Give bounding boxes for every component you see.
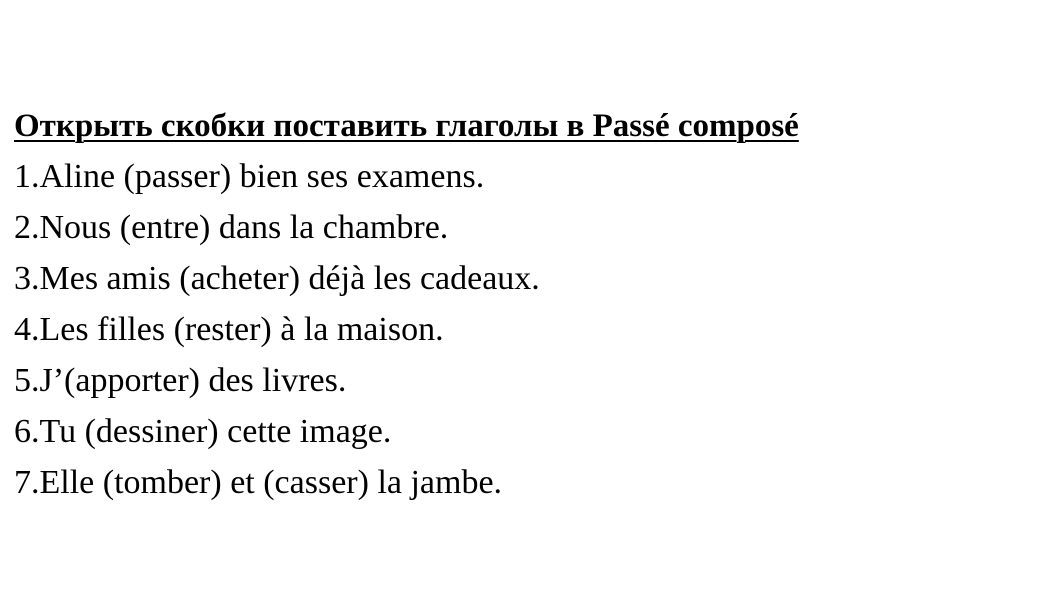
exercise-title: Открыть скобки поставить глаголы в Passé composé [14, 108, 799, 144]
exercise-item-7: 7.Elle (tomber) et (casser) la jambe. [14, 464, 503, 501]
exercise-item-3: 3.Mes amis (acheter) déjà les cadeaux. [14, 260, 540, 297]
exercise-item-5: 5.J’(apporter) des livres. [14, 362, 347, 399]
exercise-item-4: 4.Les filles (rester) à la maison. [14, 311, 444, 348]
exercise-sheet [14, 103, 1024, 508]
exercise-item-1: 1.Aline (passer) bien ses examens. [14, 158, 485, 195]
exercise-item-6: 6.Tu (dessiner) cette image. [14, 413, 392, 450]
exercise-item-2: 2.Nous (entre) dans la chambre. [14, 209, 449, 246]
exercise-list [14, 151, 1024, 508]
